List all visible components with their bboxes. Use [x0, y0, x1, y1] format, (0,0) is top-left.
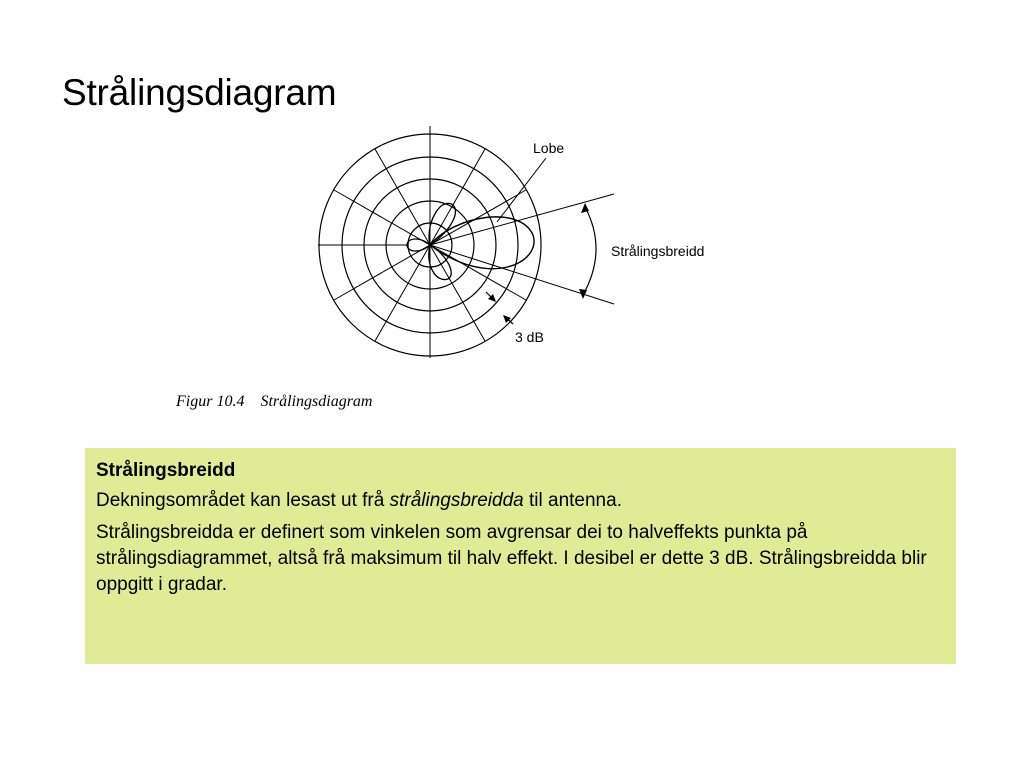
back-lobe	[407, 239, 430, 251]
info-paragraph-2: Strålingsbreidda er definert som vinkelen som avgrensar dei to halveffekts punkta på strålingsdiagrammet, altså frå maksimum til halv effekt. I desibel er dette 3 dB. Strålingsbreidda blir oppgitt i gradar.	[96, 522, 927, 595]
info-p1-after: til antenna.	[523, 490, 622, 511]
info-p1-emphasis: strålingsbreidda	[389, 490, 524, 511]
beamwidth-arrowhead-bottom	[579, 289, 587, 299]
figure-caption	[176, 393, 372, 411]
beamwidth-arc	[583, 207, 596, 295]
lobe-leader	[497, 158, 546, 222]
three-db-label: 3 dB	[515, 329, 544, 345]
figure-title: Strålingsdiagram	[260, 393, 373, 410]
beam-edge-upper	[430, 194, 614, 245]
lobe-label: Lobe	[533, 140, 565, 156]
info-heading: Strålingsbreidd	[96, 460, 236, 481]
beamwidth-label: Strålingsbreidd	[611, 243, 705, 259]
slide-title: Strålingsdiagram	[62, 72, 337, 113]
info-p1-before: Dekningsområdet kan lesast ut frå	[96, 490, 390, 511]
info-box	[85, 448, 956, 664]
beam-edge-lower	[430, 245, 614, 304]
polar-spokes	[318, 126, 526, 358]
figure-number: Figur 10.4	[176, 393, 245, 410]
info-paragraph-1	[96, 488, 946, 514]
